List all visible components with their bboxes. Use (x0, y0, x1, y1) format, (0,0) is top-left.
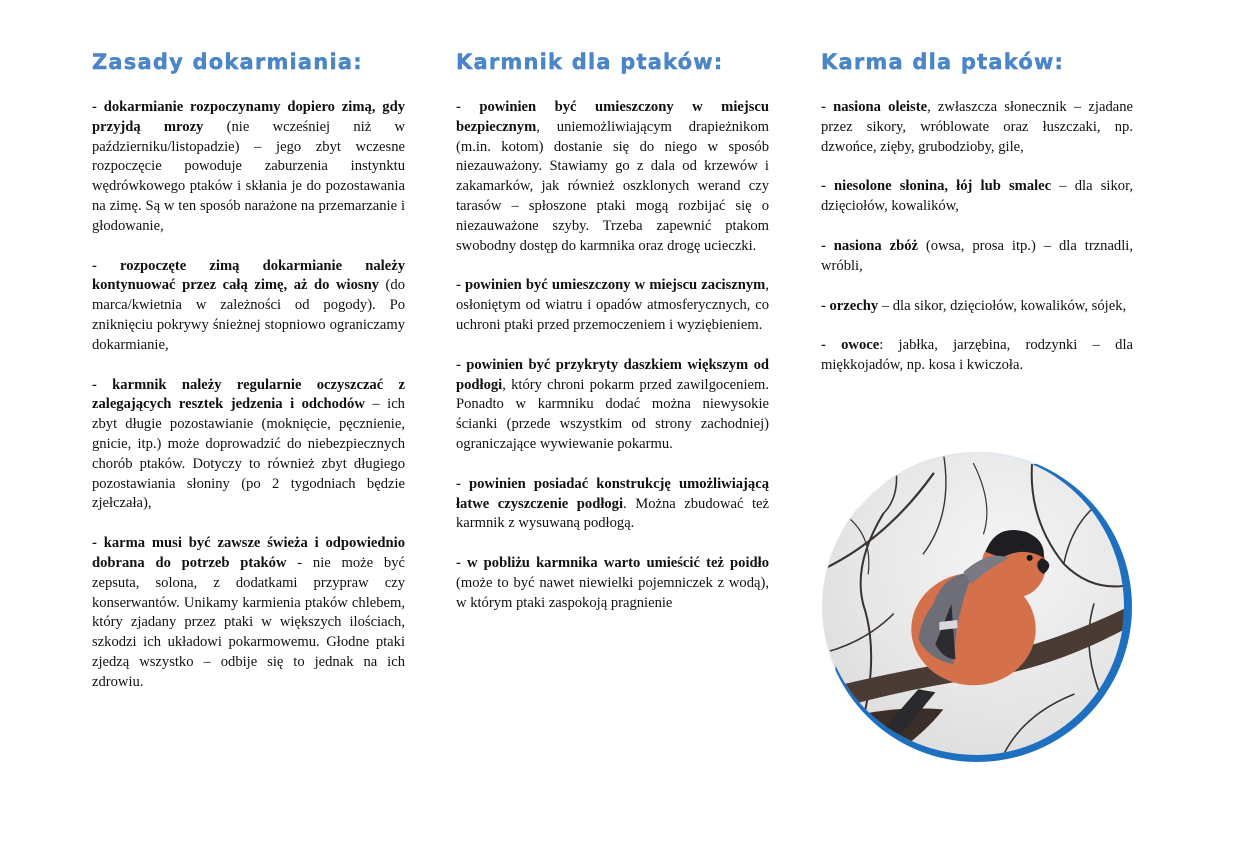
paragraph-bold: - powinien być umieszczony w miejscu bezpiecznym (456, 99, 769, 135)
paragraph-text: (do marca/kwietnia w zależności od pogody). Po zniknięciu pokrywy śnieżnej stopniowo ograniczamy dokarmianie, (92, 277, 405, 353)
bullfinch-illustration (823, 453, 1124, 755)
paragraph-text: – dla sikor, dzięciołów, kowalików, sójek, (878, 297, 1127, 314)
paragraph (456, 356, 769, 455)
paragraph (92, 376, 405, 515)
paragraph (821, 297, 1133, 317)
heading-bird-feeder: Karmnik dla ptaków: (456, 50, 724, 74)
paragraph-bold: - karmnik należy regularnie oczyszczać z zalegających resztek jedzenia i odchodów (92, 376, 405, 413)
paragraph (821, 237, 1133, 277)
heading-bird-food: Karma dla ptaków: (821, 50, 1065, 74)
paragraph-bold: - nasiona zbóż (821, 237, 918, 254)
paragraph-text: – dla sikor, dzięciołów, kowalików, (821, 178, 1133, 215)
paragraph (92, 257, 405, 356)
paragraph-text: , zwłaszcza słonecznik – zjadane przez sikory, wróblowate oraz łuszczaki, np. dzwońce, zięby, grubodzioby, gile, (821, 99, 1133, 155)
paragraph-bold: - powinien być umieszczony w miejscu zacisznym (456, 277, 766, 294)
paragraph (821, 98, 1133, 157)
paragraph (456, 554, 769, 613)
paragraph-bold: - powinien być przykryty daszkiem większym od podłogi (456, 356, 769, 393)
paragraph-bold: - orzechy (821, 297, 879, 314)
paragraph-bold: - dokarmianie rozpoczynamy dopiero zimą, gdy przyjdą mrozy (92, 99, 405, 135)
paragraph-bold: - nasiona oleiste (821, 99, 928, 115)
paragraph-text: , uniemożliwiającym drapieżnikom (m.in. kotom) dostanie się do niego w sposób niezauważony. Stawiamy go z dala od krzewów i zakamarków, jak również oszklonych werand czy tarasów – spłoszone ptaki mogą rozbijać się o niezauważone szyby. Trzeba zapewnić ptakom swobodny dostęp do karmnika oraz drogę ucieczki. (456, 118, 769, 254)
heading-feeding-rules: Zasady dokarmiania: (92, 50, 363, 74)
paragraph-text: . Można zbudować też karmnik z wysuwaną podłogą. (456, 495, 769, 532)
paragraph (92, 98, 405, 237)
paragraph-text: – ich zbyt długie pozostawianie (moknięcie, pęcznienie, gnicie, itp.) może doprowadzić do niebezpiecznych chorób ptaków. Dotyczy to również zbyt długiego pozostawiania słoniny (po 2 tygodniach będzie zjełczała), (92, 396, 405, 512)
paragraph (92, 534, 405, 692)
paragraph-text: (może to być nawet niewielki pojemniczek z wodą), w którym ptaki zaspokoją pragnienie (456, 574, 769, 611)
paragraph-bold: - niesolone słonina, łój lub smalec (821, 178, 1052, 195)
paragraph (456, 475, 769, 534)
paragraph-bold: - w pobliżu karmnika warto umieścić też poidło (456, 555, 769, 572)
column-bird-feeder (456, 50, 769, 634)
paragraph (456, 276, 769, 335)
paragraph (456, 98, 769, 256)
paragraph-text: : jabłka, jarzębina, rodzynki – dla miękkojadów, np. kosa i kwiczoła. (821, 337, 1133, 374)
bullfinch-photo (822, 452, 1132, 762)
paragraph (821, 177, 1133, 217)
column-bird-food (821, 50, 1133, 396)
paragraph-text: , osłoniętym od wiatru i opadów atmosferycznych, co uchroni ptaki przed przemoczeniem i wyziębieniem. (456, 277, 769, 333)
paragraph-bold: - rozpoczęte zimą dokarmianie należy kontynuować przez całą zimę, aż do wiosny (92, 257, 405, 294)
paragraph (821, 336, 1133, 376)
paragraph-text: (nie wcześniej niż w październiku/listopadzie) – jego zbyt wczesne rozpoczęcie powoduje zaburzenia instynktu wędrówkowego ptaków i skłania je do pozostawania na zimę. Są w ten sposób narażone na przemarzanie i głodowanie, (92, 118, 406, 234)
paragraph-bold: - karma musi być zawsze świeża i odpowiednio dobrana do potrzeb ptaków (92, 535, 405, 571)
paragraph-bold: - powinien posiadać konstrukcję umożliwiającą łatwe czyszczenie podłogi (456, 475, 769, 512)
paragraph-text: (owsa, prosa itp.) – dla trznadli, wróbli, (821, 237, 1133, 274)
paragraph-bold: - owoce (821, 337, 880, 354)
column-feeding-rules (92, 50, 405, 713)
paragraph-text: , który chroni pokarm przed zawilgoceniem. Ponadto w karmniku dodać można niewysokie ścianki (przede wszystkim od strony zachodniej) ograniczające wywiewanie pokarmu. (456, 376, 769, 452)
paragraph-text: - nie może być zepsuta, solona, z dodatkami przypraw czy konserwantów. Unikamy karmienia ptaków chlebem, który zjadany przez ptaki w większych ilościach, szkodzi ich układowi pokarmowemu. Głodne ptaki zjedzą wszystko – odbije się to jednak na ich zdrowiu. (92, 554, 405, 690)
